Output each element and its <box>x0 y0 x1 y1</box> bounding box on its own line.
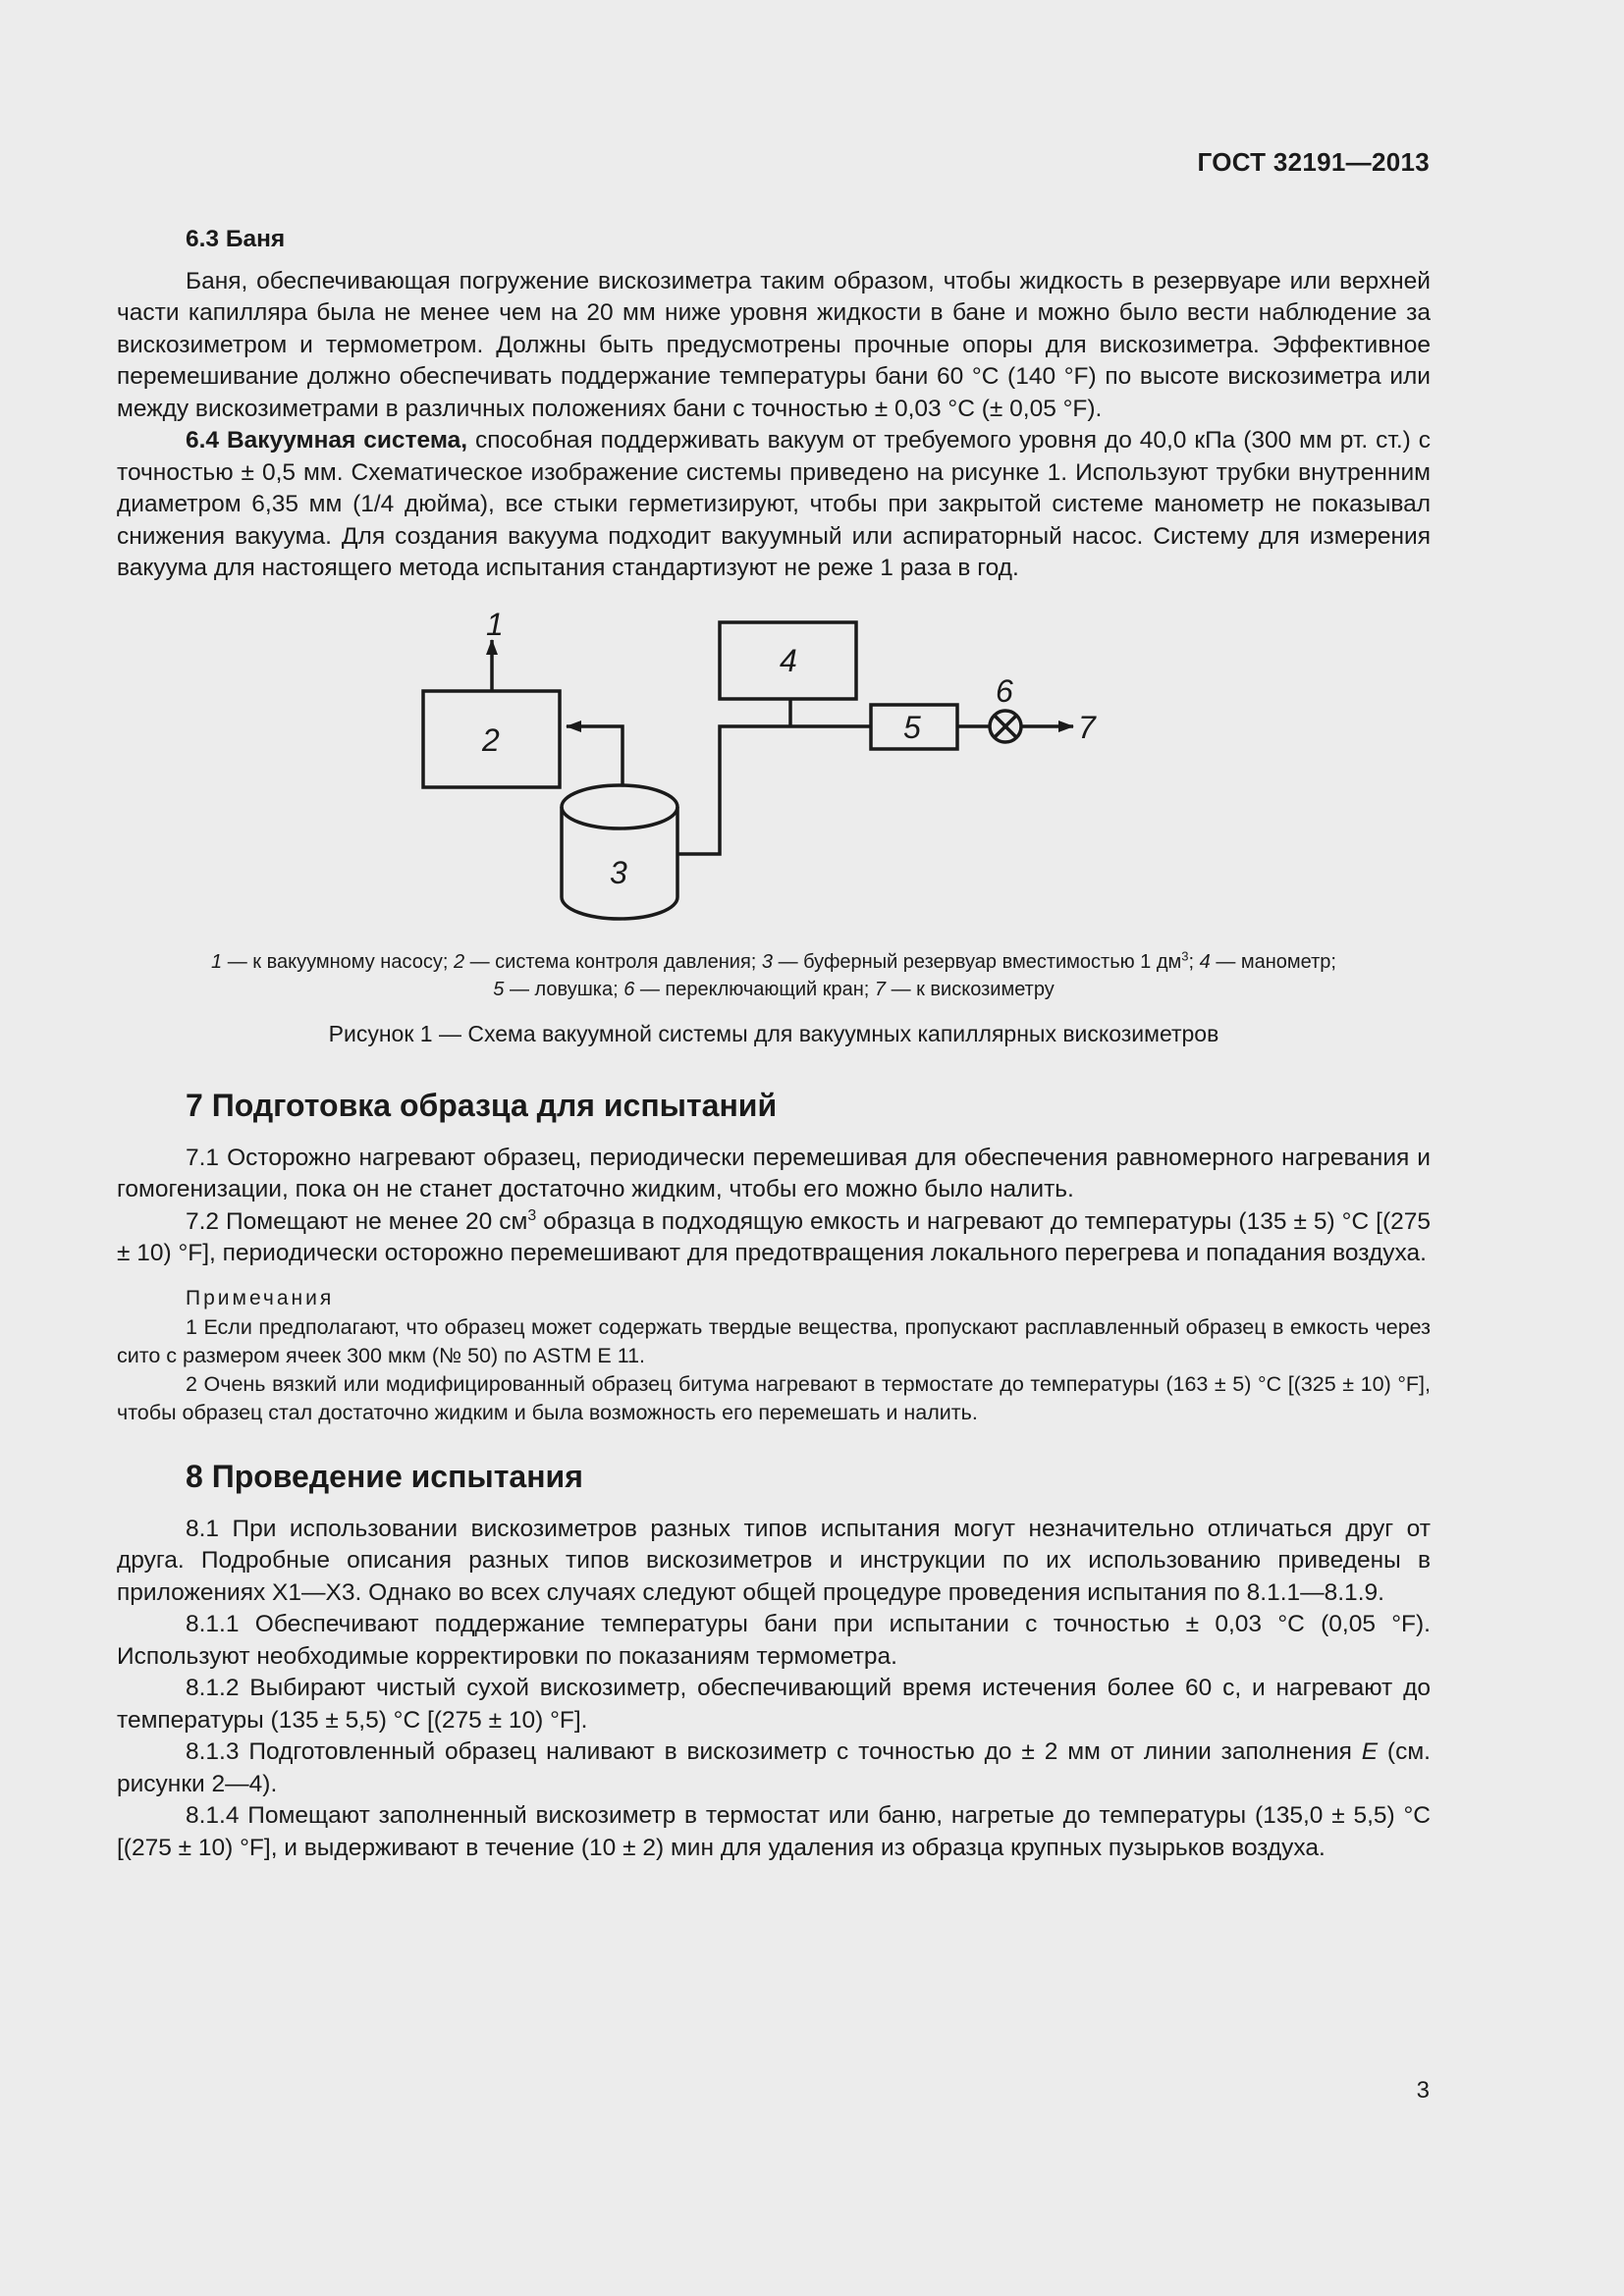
legend-text-3-end: ; <box>1188 950 1200 973</box>
section-8-1-1-text: 8.1.1 Обеспечивают поддержание температуры бани при испытании с точностью ± 0,03 °С (0,05 °F). Используют необходимые корректировки по показаниям термометра. <box>117 1611 1431 1670</box>
legend-text-4: — манометр; <box>1210 950 1336 973</box>
fill-line-e: E <box>1361 1738 1379 1765</box>
page-content <box>117 224 1431 1864</box>
section-8-title: 8 Проведение испытания <box>186 1458 583 1494</box>
legend-text-3: — буферный резервуар вместимостью 1 дм <box>773 950 1182 973</box>
legend-num-3: 3 <box>761 950 774 973</box>
label-2: 2 <box>482 721 500 758</box>
section-6-3-text: Баня, обеспечивающая погружение вискозиметра таким образом, чтобы жидкость в резервуаре или верхней части капилляра была не менее чем на 20 мм ниже уровня жидкости в бане и можно было вести наблюдение за вискозиметром и термометром. Должны быть предусмотрены прочные опоры для вискозиметра. Эффективное перемешивание должно обеспечивать поддержание температуры бани 60 °С (140 °F) по высоте вискозиметра или между вискозиметрами в различных положениях бани с точностью ± 0,03 °С (± 0,05 °F). <box>117 267 1431 422</box>
label-3: 3 <box>610 854 627 890</box>
section-8-1-3-paragraph <box>117 1736 1431 1800</box>
legend-text-1: — к вакуумному насосу; <box>222 950 454 973</box>
legend-text-7: — к вискозиметру <box>886 978 1055 1000</box>
legend-num-5: 5 <box>493 978 505 1000</box>
section-8-1-3-text-b: (см. рисунки 2—4). <box>117 1738 1431 1797</box>
legend-text-6: — переключающий кран; <box>634 978 875 1000</box>
section-6-4-lead: 6.4 Вакуумная система, <box>186 427 468 454</box>
page-number: 3 <box>1416 2077 1430 2104</box>
pipe-reservoir-to-line <box>677 726 871 854</box>
figure-legend <box>117 948 1431 1003</box>
vacuum-system-schematic <box>117 611 1431 944</box>
note-1: 1 Если предполагают, что образец может содержать твердые вещества, пропускают расплавленный образец в емкость через сито с размером ячеек 300 мкм (№ 50) по ASTM E 11. <box>117 1314 1431 1367</box>
label-5: 5 <box>903 709 921 745</box>
pipe-reservoir-to-control <box>567 726 623 785</box>
section-8-1-3-text-a: 8.1.3 Подготовленный образец наливают в вискозиметр с точностью до ± 2 мм от линии заполнения <box>186 1738 1362 1765</box>
legend-num-2: 2 <box>453 950 465 973</box>
legend-line-1 <box>117 948 1431 976</box>
section-7-1-text: 7.1 Осторожно нагревают образец, периодически перемешивая для обеспечения равномерного нагревания и гомогенизации, пока он не станет достаточно жидким, чтобы его можно было налить. <box>117 1144 1431 1202</box>
section-8-1-2-text: 8.1.2 Выбирают чистый сухой вискозиметр, обеспечивающий время истечения более 60 с, и нагревают до температуры (135 ± 5,5) °С [(275 ± 10) °F]. <box>117 1675 1431 1734</box>
note-2: 2 Очень вязкий или модифицированный образец битума нагревают в термостате до температуры (163 ± 5) °С [(325 ± 10) °F], чтобы образец стал достаточно жидким и была возможность его перемешать и налить. <box>117 1371 1431 1424</box>
legend-text-2: — система контроля давления; <box>464 950 762 973</box>
label-4: 4 <box>780 642 797 678</box>
figure-caption: Рисунок 1 — Схема вакуумной системы для вакуумных капиллярных вискозиметров <box>328 1020 1219 1046</box>
standard-code: ГОСТ 32191—2013 <box>1197 147 1430 177</box>
section-6-4-paragraph <box>117 425 1431 585</box>
legend-num-6: 6 <box>623 978 635 1000</box>
section-8-1-text: 8.1 При использовании вискозиметров разных типов испытания могут незначительно отличаться друг от друга. Подробные описания разных типов вискозиметров и инструкции по их использованию приведены в приложениях Х1—Х3. Однако во всех случаях следуют общей процедуре проведения испытания по 8.1.1—8.1.9. <box>117 1515 1431 1606</box>
legend-num-1: 1 <box>211 950 223 973</box>
buffer-reservoir-top <box>562 785 677 828</box>
legend-text-5: — ловушка; <box>504 978 624 1000</box>
section-7-2-sup: 3 <box>527 1206 537 1224</box>
label-1: 1 <box>486 610 504 642</box>
legend-num-7: 7 <box>874 978 887 1000</box>
label-6: 6 <box>996 672 1013 709</box>
legend-num-4: 4 <box>1199 950 1211 973</box>
section-7-title: 7 Подготовка образца для испытаний <box>186 1087 778 1123</box>
section-6-3-title: 6.3 Баня <box>186 226 286 252</box>
legend-sup-3: 3 <box>1181 947 1189 963</box>
section-7-2-paragraph <box>117 1206 1431 1270</box>
section-7-2-text-b: образца в подходящую емкость и нагревают до температуры (135 ± 5) °С [(275 ± 10) °F], периодически осторожно перемешивают для предотвращения локального перегрева и попадания воздуха. <box>117 1207 1432 1266</box>
figure-1-diagram <box>117 611 1431 944</box>
section-8-1-4-text: 8.1.4 Помещают заполненный вискозиметр в термостат или баню, нагретые до температуры (135,0 ± 5,5) °С [(275 ± 10) °F], и выдерживают в течение (10 ± 2) мин для удаления из образца крупных пузырьков воздуха. <box>117 1802 1431 1861</box>
notes-title: Примечания <box>186 1286 335 1309</box>
label-7: 7 <box>1078 709 1096 745</box>
section-7-2-text-a: 7.2 Помещают не менее 20 см <box>186 1207 528 1235</box>
section-6-4-text: способная поддерживать вакуум от требуемого уровня до 40,0 кПа (300 мм рт. ст.) с точностью ± 0,5 мм. Схематическое изображение системы приведено на рисунке 1. Используют трубки внутренним диаметром 6,35 мм (1/4 дюйма), все стыки герметизируют, чтобы при закрытой системе манометр не показывал снижения вакуума. Для создания вакуума подходит вакуумный или аспираторный насос. Систему для измерения вакуума для настоящего метода испытания стандартизуют не реже 1 раза в год. <box>117 427 1431 581</box>
legend-line-2 <box>117 976 1431 1003</box>
